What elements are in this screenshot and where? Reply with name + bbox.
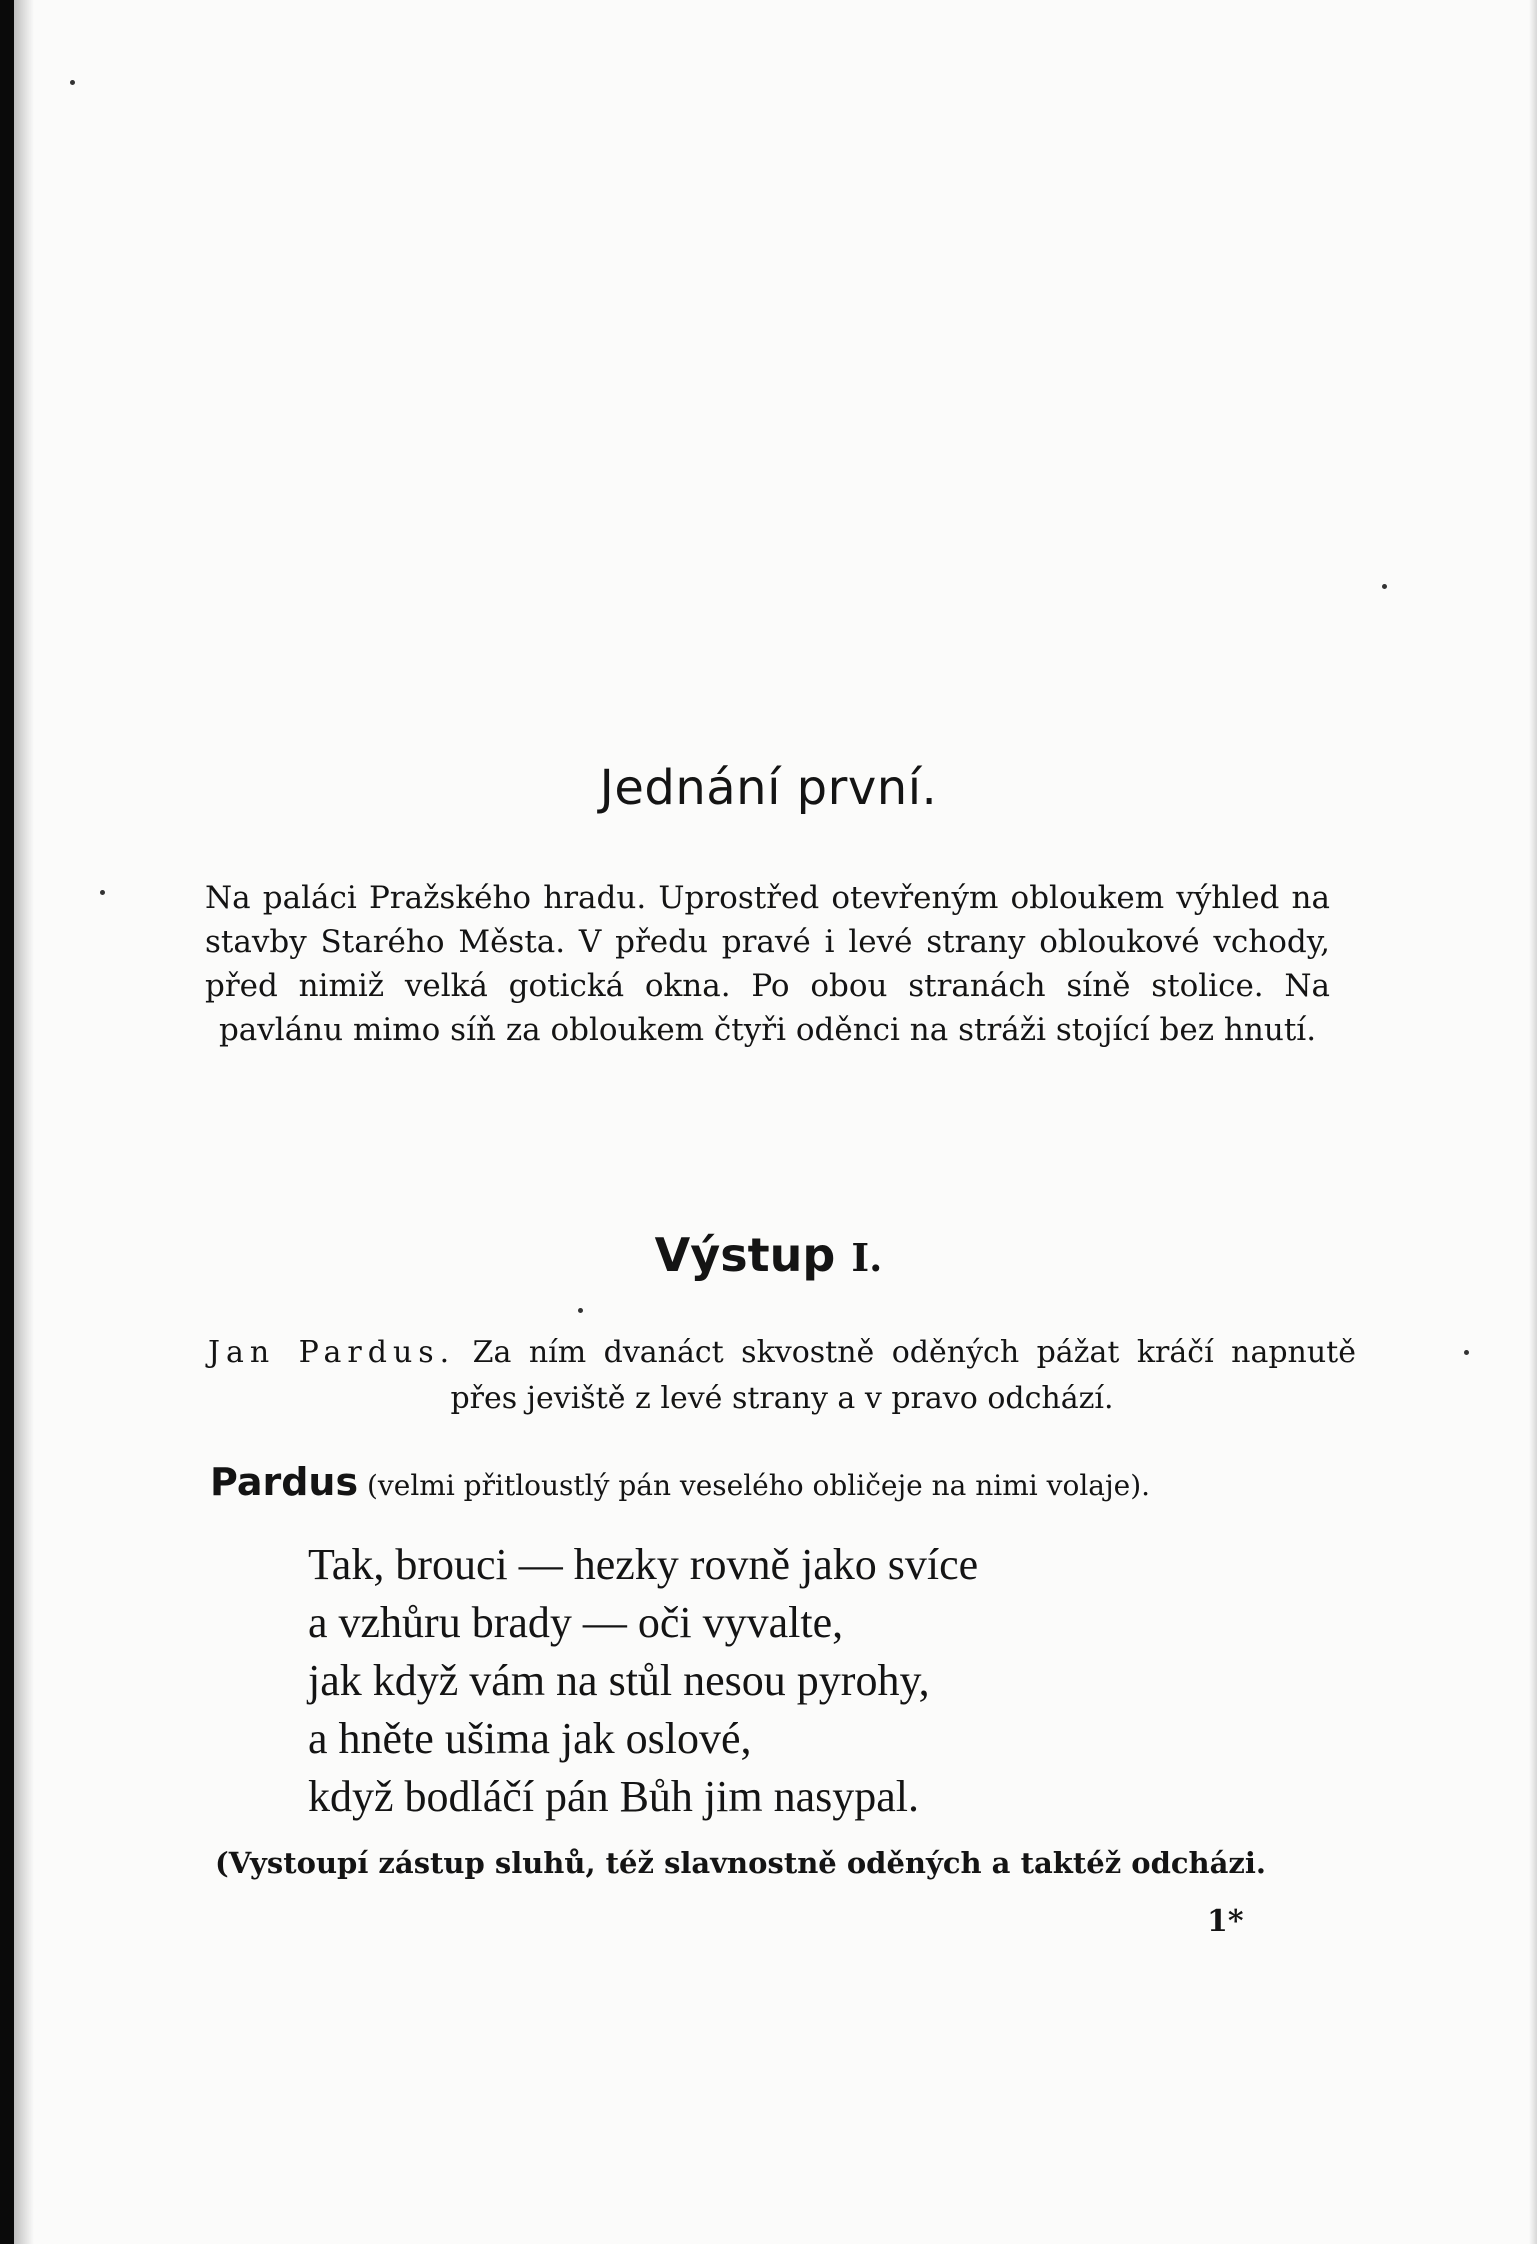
verse-line: když bodláčí pán Bůh jim nasypal. [308, 1772, 919, 1821]
scene-title [0, 1228, 1537, 1282]
act-title: Jednání první. [599, 760, 938, 816]
verse-line: a vzhůru brady — oči vyvalte, [308, 1598, 844, 1647]
print-speck [70, 80, 75, 85]
verse-line: jak když vám na stůl nesou pyrohy, [308, 1656, 930, 1705]
page-binding-shadow [14, 0, 34, 2244]
print-speck [100, 890, 105, 895]
speaker-note: (velmi přitloustlý pán veselého obličeje na nimi volaje). [367, 1469, 1151, 1502]
print-speck [1464, 1350, 1469, 1355]
verse-block [308, 1536, 978, 1826]
closing-stage-direction: (Vystoupí zástup sluhů, též slavnostně oděných a taktéž odcházi. [215, 1846, 1266, 1880]
print-speck [1382, 584, 1387, 589]
verse-line: Tak, brouci — hezky rovně jako svíce [308, 1540, 979, 1589]
character-name: Jan Pardus. [208, 1335, 456, 1370]
scene-direction [208, 1330, 1356, 1422]
scene-title-text: Výstup [654, 1228, 836, 1282]
page-binding-edge [0, 0, 14, 2244]
print-speck [578, 1308, 583, 1313]
speaker-line [210, 1460, 1360, 1504]
page-right-edge [1529, 0, 1537, 2244]
speaker-name: Pardus [210, 1460, 359, 1504]
verse-line: a hněte ušima jak oslové, [308, 1714, 752, 1763]
stage-direction: Na paláci Pražského hradu. Uprostřed otevřeným obloukem výhled na stavby Starého Města. V předu pravé i levé strany obloukové vchody, před nimiž velká gotická okna. Po obou stranách síně stolice. Na pavlánu mimo síň za obloukem čtyři oděnci na stráži stojící bez hnutí. [205, 880, 1330, 1048]
signature-mark: 1* [1207, 1904, 1244, 1939]
scene-number: I. [851, 1235, 883, 1280]
scene-direction-text: Za ním dvanáct skvostně oděných pážat kráčí napnutě přes jeviště z levé strany a v pravo odchází. [450, 1335, 1356, 1416]
